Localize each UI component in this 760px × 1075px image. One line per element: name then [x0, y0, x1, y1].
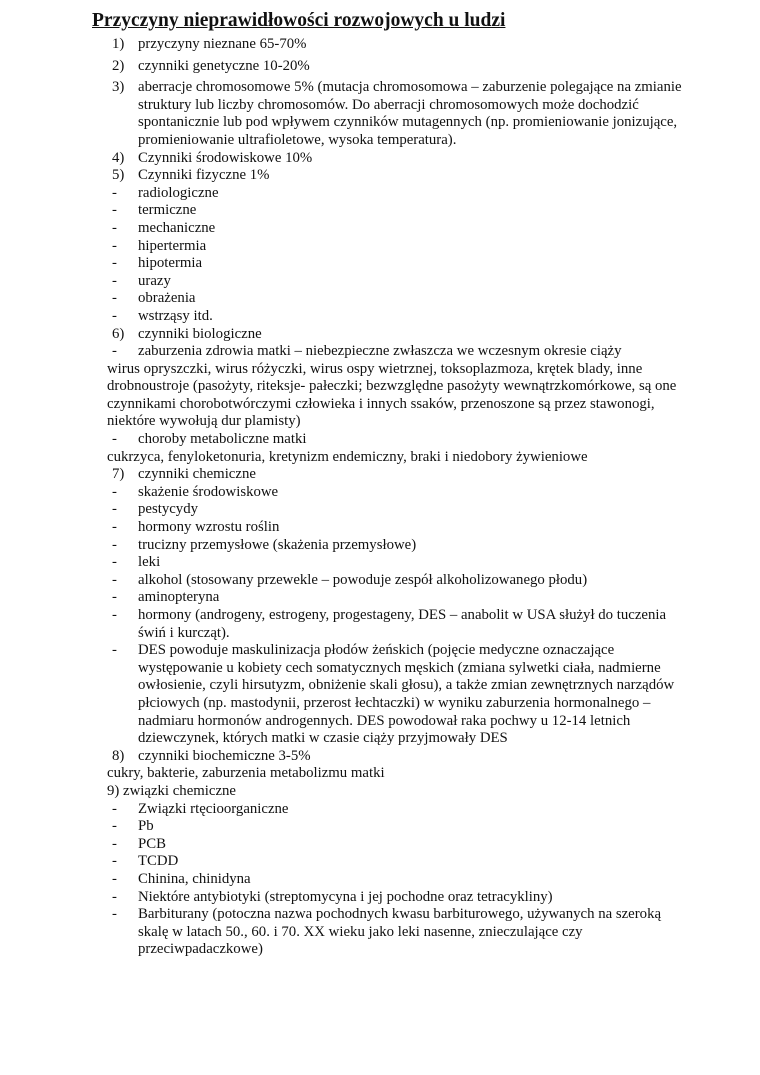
list-marker: -: [112, 219, 117, 236]
list-item: [112, 150, 682, 168]
list-marker: -: [112, 853, 117, 870]
list-marker: -: [112, 607, 117, 623]
list-item: [112, 202, 682, 220]
list-item-text: TCDD: [138, 853, 179, 870]
list-item-text: leki: [138, 554, 161, 571]
list-item-text: Czynniki środowiskowe 10%: [138, 149, 313, 166]
list-item-text: Barbiturany (potoczna nazwa pochodnych kwasu barbiturowego, używanych na szeroką skalę w latach 50., 60. i 70. XX wieku jako leki nasenne, znieczulające czy przeciwpadaczkowe): [138, 906, 662, 958]
list-item-text: choroby metaboliczne matki: [138, 431, 307, 448]
list-item-text: czynniki genetyczne 10-20%: [138, 57, 310, 74]
list-marker: 4): [112, 149, 125, 166]
list-marker: 1): [112, 36, 125, 52]
list-item-text: skażenie środowiskowe: [138, 483, 279, 500]
list-marker: -: [112, 589, 117, 606]
list-marker: 7): [112, 466, 125, 483]
list-item-text: hipertermia: [138, 237, 207, 254]
list-item: [112, 519, 682, 537]
list-item: [112, 343, 682, 361]
list-marker: 8): [112, 747, 125, 764]
list-item: [112, 572, 682, 590]
list-item: [112, 818, 682, 836]
list-marker: -: [112, 888, 117, 905]
list-item-text: obrażenia: [138, 290, 196, 307]
list-marker: 5): [112, 167, 125, 184]
list-marker: -: [112, 184, 117, 201]
list-item: [112, 220, 682, 238]
list-item: [112, 466, 682, 484]
list-item: [112, 801, 682, 819]
list-marker: -: [112, 554, 117, 571]
list-item-text: hipotermia: [138, 255, 203, 272]
list-item: [112, 607, 682, 642]
list-item-text: trucizny przemysłowe (skażenia przemysłowe): [138, 536, 417, 553]
list-marker: -: [112, 835, 117, 852]
list-marker: -: [112, 501, 117, 518]
list-item: [112, 238, 682, 256]
list-item-text: hormony wzrostu roślin: [138, 519, 280, 536]
list-marker: 6): [112, 325, 125, 342]
list-marker: -: [112, 307, 117, 324]
document-body: [107, 36, 682, 959]
list-item-text: Chinina, chinidyna: [138, 870, 251, 887]
list-item: [112, 748, 682, 766]
list-item-text: urazy: [138, 272, 171, 289]
list-marker: 3): [112, 79, 125, 96]
list-marker: -: [112, 237, 117, 254]
list-item: [112, 554, 682, 572]
list-item: [112, 308, 682, 326]
paragraph: cukry, bakterie, zaburzenia metabolizmu matki: [107, 765, 385, 782]
list-marker: -: [112, 571, 117, 588]
list-item: [112, 326, 682, 344]
list-item-text: mechaniczne: [138, 219, 216, 236]
paragraph: wirus opryszczki, wirus różyczki, wirus ospy wietrznej, toksoplazmoza, krętek blady, inne drobnoustroje (pasożyty, riteksje- pałeczki; bezwzględne pasożyty wewnątrzkomórkowe, są one czynnikami chorobotwórczymi człowieka i innych ssaków, przenoszone są przez stawonogi, niektóre wywołują dur plamisty): [107, 360, 677, 430]
list-marker: -: [112, 431, 117, 448]
list-marker: -: [112, 290, 117, 307]
list-item-text: DES powoduje maskulinizacja płodów żeńskich (pojęcie medyczne oznaczające występowanie u kobiety cech somatycznych męskich (zmiana sylwetki ciała, nadmierne owłosienie, czyli hirsutyzm, obniżenie skali głosu), a także zmian zewnętrznych narządów płciowych (np. mastodynii, przerost łechtaczki) w wyniku zaburzenia hormonalnego – nadmiaru hormonów androgennych. DES powodował raka pochwy u 12-14 letnich dziewczynek, których matki w czasie ciąży przyjmowały DES: [138, 642, 675, 747]
list-item-text: Niektóre antybiotyki (streptomycyna i jej pochodne oraz tetracykliny): [138, 888, 553, 905]
list-item-text: radiologiczne: [138, 184, 219, 201]
list-marker: 2): [112, 57, 125, 74]
list-marker: -: [112, 343, 117, 360]
list-item: [112, 871, 682, 889]
list-item-text: termiczne: [138, 202, 197, 219]
list-marker: -: [112, 255, 117, 272]
list-item-text: zaburzenia zdrowia matki – niebezpieczne zwłaszcza we wczesnym okresie ciąży: [138, 343, 622, 360]
list-item: [112, 167, 682, 185]
list-item-text: wstrząsy itd.: [138, 307, 213, 324]
list-item: [112, 273, 682, 291]
list-marker: -: [112, 642, 117, 659]
list-item: [112, 501, 682, 519]
list-item: [112, 853, 682, 871]
list-item: [112, 290, 682, 308]
list-item: [112, 642, 682, 748]
list-marker: -: [112, 906, 117, 923]
list-marker: -: [112, 519, 117, 536]
list-item-text: aminopteryna: [138, 589, 220, 606]
list-item: [112, 255, 682, 273]
list-item-text: Związki rtęcioorganiczne: [138, 800, 289, 817]
list-item: [112, 36, 682, 54]
list-item: [112, 906, 682, 959]
list-item: [112, 537, 682, 555]
list-item-text: Czynniki fizyczne 1%: [138, 167, 270, 184]
list-item-text: czynniki chemiczne: [138, 466, 256, 483]
list-marker: -: [112, 202, 117, 219]
list-marker: -: [112, 536, 117, 553]
list-marker: -: [112, 818, 117, 835]
list-item-text: pestycydy: [138, 501, 198, 518]
page-title: Przyczyny nieprawidłowości rozwojowych u ludzi: [92, 10, 506, 31]
list-item-text: PCB: [138, 835, 166, 852]
paragraph: 9) związki chemiczne: [107, 782, 236, 799]
list-item-text: czynniki biologiczne: [138, 325, 262, 342]
list-item: [112, 58, 682, 76]
list-item: [112, 484, 682, 502]
list-item-text: Pb: [138, 818, 154, 835]
list-item: [112, 836, 682, 854]
list-item: [112, 185, 682, 203]
paragraph: cukrzyca, fenyloketonuria, kretynizm endemiczny, braki i niedobory żywieniowe: [107, 448, 588, 465]
list-marker: -: [112, 483, 117, 500]
list-item-text: alkohol (stosowany przewekle – powoduje zespół alkoholizowanego płodu): [138, 571, 588, 588]
list-marker: -: [112, 272, 117, 289]
list-marker: -: [112, 870, 117, 887]
list-item: [112, 889, 682, 907]
list-item: [112, 79, 682, 149]
list-item-text: aberracje chromosomowe 5% (mutacja chromosomowa – zaburzenie polegające na zmianie struktury lub liczby chromosomów. Do aberracji chromosomowych może dochodzić spontanicznie lub pod wpływem czynników mutagennych (np. promieniowanie jonizujące, promieniowanie ultrafioletowe, wysoka temperatura).: [138, 79, 682, 148]
list-marker: -: [112, 800, 117, 817]
list-item-text: hormony (androgeny, estrogeny, progestageny, DES – anabolit w USA służył do tuczenia świń i kurcząt).: [138, 607, 667, 641]
list-item: [112, 431, 682, 449]
list-item-text: przyczyny nieznane 65-70%: [138, 36, 307, 52]
list-item-text: czynniki biochemiczne 3-5%: [138, 747, 311, 764]
list-item: [112, 589, 682, 607]
